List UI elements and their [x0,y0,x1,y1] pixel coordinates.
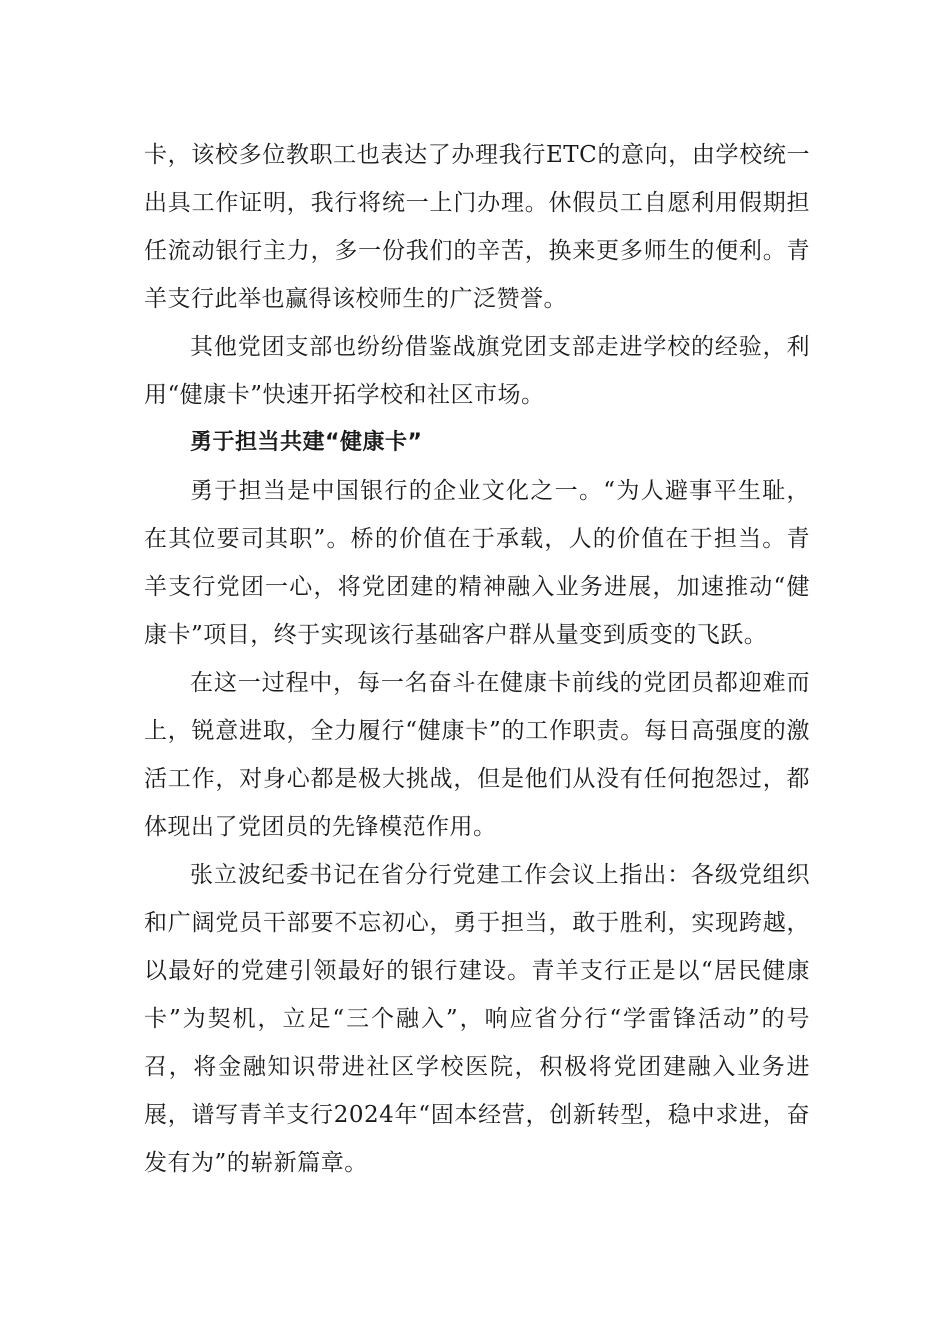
paragraph-conclusion: 张立波纪委书记在省分行党建工作会议上指出：各级党组织和广阔党员干部要不忘初心，勇于担当，敢于胜利，实现跨越，以最好的党建引领最好的银行建设。青羊支行正是以“居民健康卡”为契机，立足“三个融入”，响应省分行“学雷锋活动”的号召，将金融知识带进社区学校医院，积极将党团建融入业务进展，谱写青羊支行2024年“固本经营，创新转型，稳中求进，奋发有为”的崭新篇章。 [144,862,810,1176]
paragraph-continuation: 卡，该校多位教职工也表达了办理我行ETC的意向，由学校统一出具工作证明，我行将统一上门办理。休假员工自愿利用假期担任流动银行主力，多一份我们的辛苦，换来更多师生的便利。青羊支行此举也赢得该校师生的广泛赞誉。 [144,142,810,312]
paragraph-process: 在这一过程中，每一名奋斗在健康卡前线的党团员都迎难而上，锐意进取，全力履行“健康卡”的工作职责。每日高强度的激活工作，对身心都是极大挑战，但是他们从没有任何抱怨过，都体现出了党团员的先锋模范作用。 [144,670,810,840]
document-body [144,131,810,1187]
paragraph-other-branches: 其他党团支部也纷纷借鉴战旗党团支部走进学校的经验，利用“健康卡”快速开拓学校和社区市场。 [144,334,810,408]
section-heading: 勇于担当共建“健康卡” [190,430,423,455]
paragraph-responsibility: 勇于担当是中国银行的企业文化之一。“为人避事平生耻，在其位要司其职”。桥的价值在于承载，人的价值在于担当。青羊支行党团一心，将党团建的精神融入业务进展，加速推动“健康卡”项目，终于实现该行基础客户群从量变到质变的飞跃。 [144,478,810,648]
